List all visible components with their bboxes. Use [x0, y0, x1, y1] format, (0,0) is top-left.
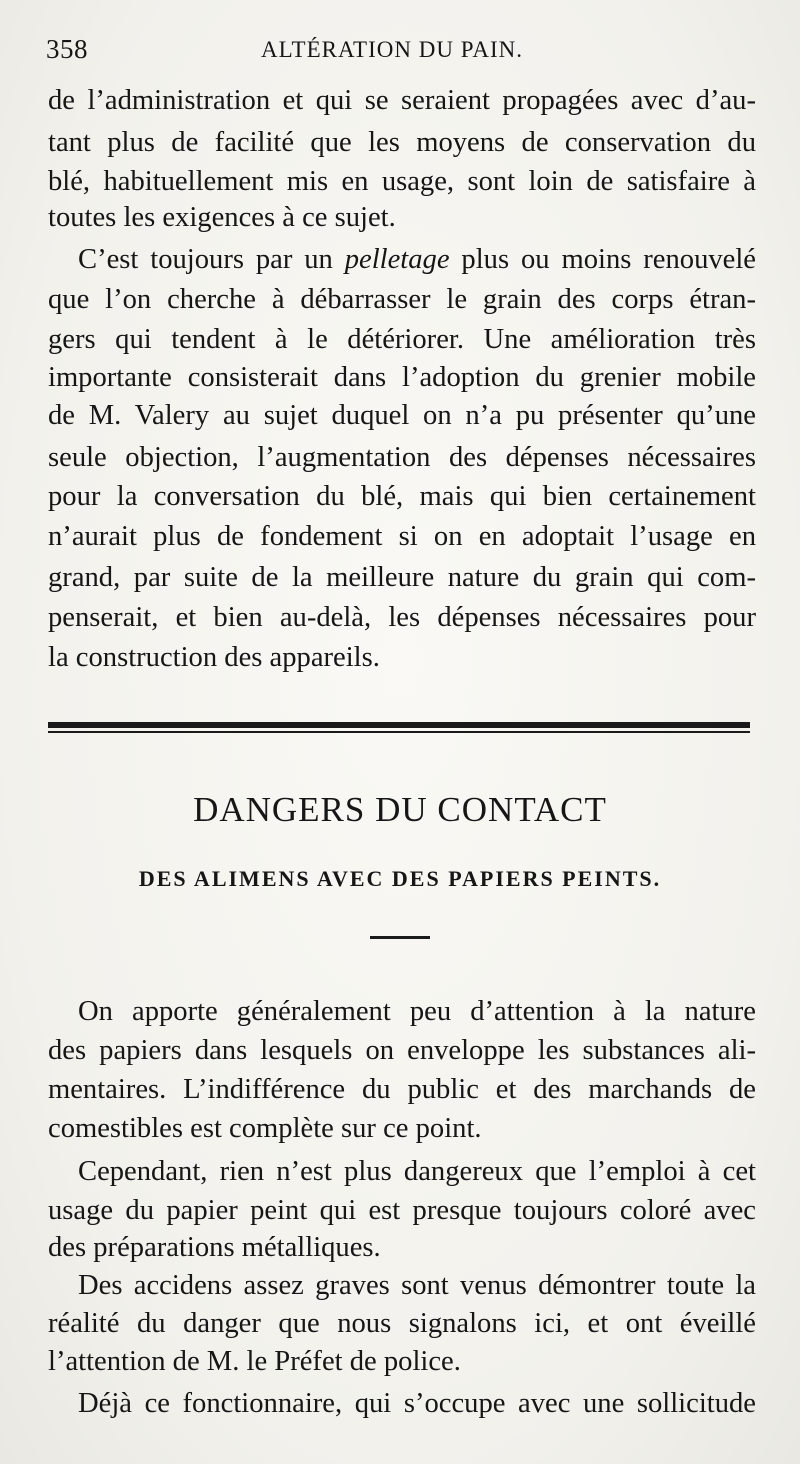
text-line: grand, par suite de la meilleure nature du grain qui com-: [48, 562, 756, 593]
text-line: gers qui tendent à le détériorer. Une amélioration très: [48, 324, 756, 355]
text-line: tant plus de facilité que les moyens de conservation du: [48, 127, 756, 158]
text-fragment: C’est toujours par un: [78, 244, 345, 275]
text-line: que l’on cherche à débarrasser le grain des corps étran-: [48, 284, 756, 315]
text-line: des préparations métalliques.: [48, 1232, 381, 1263]
text-line: pour la conversation du blé, mais qui bien certainement: [48, 481, 756, 512]
text-line: toutes les exigences à ce sujet.: [48, 202, 396, 233]
text-line: Déjà ce fonctionnaire, qui s’occupe avec une sollicitude: [78, 1388, 756, 1419]
text-line: des papiers dans lesquels on enveloppe les substances ali-: [48, 1035, 756, 1066]
text-line-pelletage: [78, 240, 756, 280]
text-line: Des accidens assez graves sont venus démontrer toute la: [78, 1270, 756, 1301]
section-subtitle: DES ALIMENS AVEC DES PAPIERS PEINTS.: [138, 866, 662, 891]
text-line: comestibles est complète sur ce point.: [48, 1113, 482, 1144]
text-line: blé, habituellement mis en usage, sont loin de satisfaire à: [48, 166, 756, 197]
page-header: [46, 34, 566, 74]
section-divider-thick: [48, 722, 750, 728]
text-fragment: plus ou moins renouvelé: [449, 244, 756, 275]
italic-term: pelletage: [344, 244, 450, 275]
text-line: n’aurait plus de fondement si on en adoptait l’usage en: [48, 521, 756, 552]
section-title: DANGERS DU CONTACT: [193, 790, 607, 829]
text-line: mentaires. L’indifférence du public et des marchands de: [48, 1074, 756, 1105]
text-line: seule objection, l’augmentation des dépenses nécessaires: [48, 442, 756, 473]
page-number: 358: [46, 34, 88, 64]
text-line: usage du papier peint qui est presque toujours coloré avec: [48, 1195, 756, 1226]
text-line: l’attention de M. le Préfet de police.: [48, 1346, 461, 1377]
text-line: de l’administration et qui se seraient propagées avec d’au-: [48, 85, 756, 116]
text-line: Cependant, rien n’est plus dangereux que l’emploi à cet: [78, 1156, 756, 1187]
text-line: penserait, et bien au-delà, les dépenses nécessaires pour: [48, 602, 756, 633]
section-divider-thin: [48, 731, 750, 733]
text-line: de M. Valery au sujet duquel on n’a pu présenter qu’une: [48, 400, 756, 431]
text-line: importante consisterait dans l’adoption du grenier mobile: [48, 362, 756, 393]
heading-ornament-rule: [370, 936, 430, 939]
text-line: On apporte généralement peu d’attention à la nature: [78, 996, 756, 1027]
text-line: réalité du danger que nous signalons ici, et ont éveillé: [48, 1308, 756, 1339]
running-head: ALTÉRATION DU PAIN.: [261, 37, 524, 62]
text-line: la construction des appareils.: [48, 642, 380, 673]
